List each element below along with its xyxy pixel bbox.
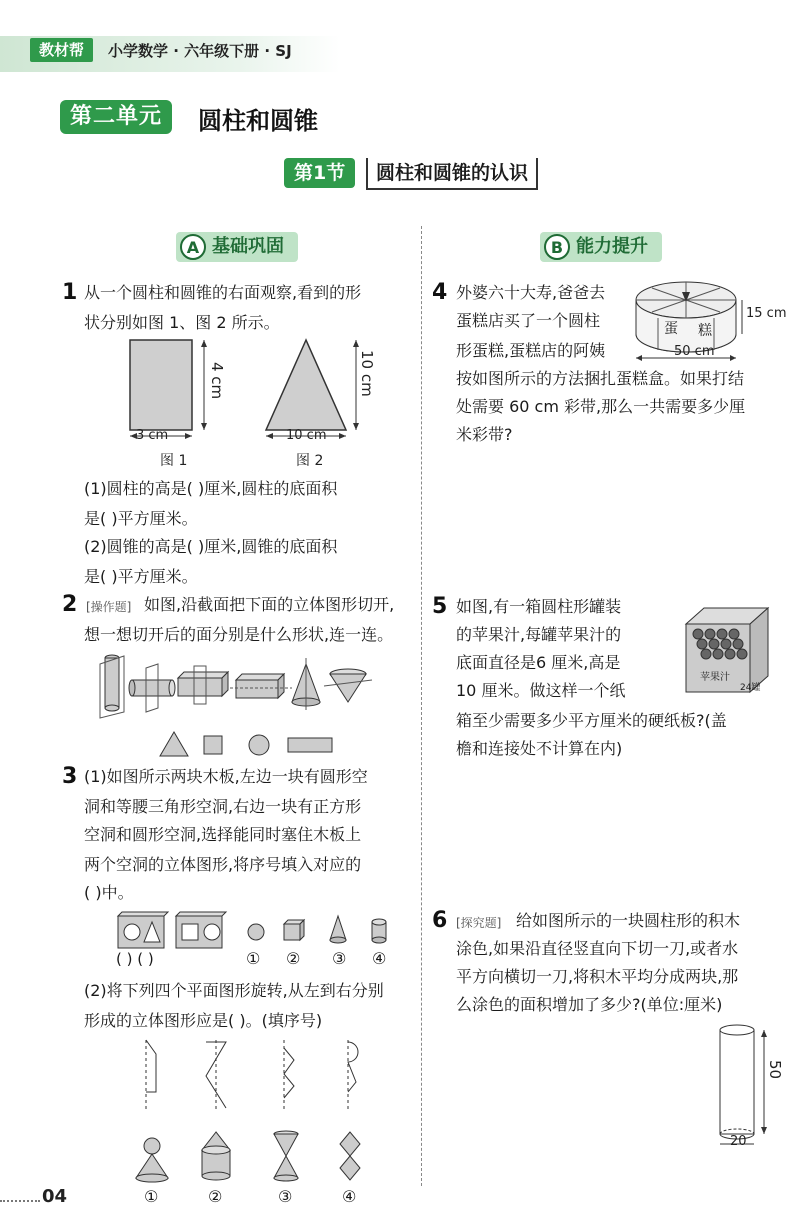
cylinder-height-label: 50 bbox=[766, 1060, 784, 1080]
q3-solid-label-3: ③ bbox=[278, 1187, 293, 1206]
q4-line-3: 形蛋糕,蛋糕店的阿姨 bbox=[456, 341, 606, 360]
rotated-solid-2 bbox=[202, 1132, 230, 1180]
question-number-3: 3 bbox=[62, 764, 78, 789]
unit-badge: 第二单元 bbox=[60, 100, 172, 134]
column-letter-b: B bbox=[544, 234, 570, 260]
question-number-4: 4 bbox=[432, 280, 448, 305]
q6-line-1: 给如图所示的一块圆柱形的积木 bbox=[516, 911, 741, 930]
shape-triangle bbox=[160, 732, 188, 756]
solid-cuboid-cut bbox=[230, 674, 292, 698]
q6-tag: [探究题] bbox=[456, 916, 502, 930]
q6-line-2: 涂色,如果沿直径竖直向下切一刀,或者水 bbox=[456, 939, 739, 958]
q5-line-6: 檐和连接处不计算在内) bbox=[456, 739, 623, 758]
q4-line-1: 外婆六十大寿,爸爸去 bbox=[456, 283, 606, 302]
page-number: 04 bbox=[42, 1186, 68, 1207]
cake-word-1: 蛋 bbox=[664, 321, 678, 337]
plane-figure-2 bbox=[206, 1040, 226, 1112]
q3-option-3: ③ bbox=[332, 949, 347, 968]
shape-circle bbox=[249, 735, 269, 755]
fig2-height-label: 10 cm bbox=[358, 350, 376, 397]
cake-height-label: 15 cm bbox=[746, 306, 787, 321]
q2-tag: [操作题] bbox=[86, 600, 132, 614]
shape-square bbox=[204, 736, 222, 754]
solid-cone-vertical bbox=[292, 658, 320, 710]
solid-vertical-cylinder bbox=[100, 655, 124, 718]
solid-cuboid bbox=[178, 666, 228, 704]
q3-line-2: 洞和等腰三角形空洞,右边一块有正方形 bbox=[84, 797, 362, 816]
q2-line-1: 如图,沿截面把下面的立体图形切开, bbox=[144, 595, 395, 614]
q1-part-2a: (2)圆锥的高是( )厘米,圆锥的底面积 bbox=[84, 537, 338, 556]
q3-option-4: ④ bbox=[372, 949, 387, 968]
q3-rotated-solids bbox=[126, 1130, 386, 1186]
q1-line-2: 状分别如图 1、图 2 所示。 bbox=[84, 313, 280, 332]
fig1-width-label: 3 cm bbox=[136, 428, 169, 443]
footer-dotted-line bbox=[0, 1200, 40, 1202]
q5-line-5: 箱至少需要多少平方厘米的硬纸板?(盖 bbox=[456, 711, 727, 730]
q4-line-2: 蛋糕店买了一个圆柱 bbox=[456, 311, 601, 330]
q5-line-4: 10 厘米。做这样一个纸 bbox=[456, 681, 626, 700]
solid-cone-inverted bbox=[324, 669, 372, 702]
q5-line-1: 如图,有一箱圆柱形罐装 bbox=[456, 597, 622, 616]
section-badge: 第1节 bbox=[284, 158, 355, 188]
cake-word-2: 糕 bbox=[698, 323, 712, 339]
box-count: 24罐 bbox=[740, 683, 761, 693]
fig1-rectangle bbox=[130, 340, 192, 430]
q1-part-1b: 是( )平方厘米。 bbox=[84, 509, 198, 528]
column-letter-a: A bbox=[180, 234, 206, 260]
q3-plane-figures bbox=[126, 1036, 386, 1116]
plane-figure-4 bbox=[348, 1040, 358, 1112]
q3-line-3: 空洞和圆形空洞,选择能同时塞住木板上 bbox=[84, 825, 362, 844]
plane-figure-3 bbox=[284, 1040, 294, 1112]
option-cube bbox=[284, 920, 304, 940]
column-head-b bbox=[540, 232, 662, 262]
fig2-caption: 图 2 bbox=[296, 453, 324, 469]
q2-line-2: 想一想切开后的面分别是什么形状,连一连。 bbox=[84, 625, 394, 644]
option-cylinder bbox=[372, 919, 386, 943]
column-head-a bbox=[176, 232, 298, 262]
q3-solid-label-4: ④ bbox=[342, 1187, 357, 1206]
q3-part2-line-2: 形成的立体图形应是( )。(填序号) bbox=[84, 1011, 323, 1030]
q3-option-1: ① bbox=[246, 949, 261, 968]
cylinder-diameter-label: 20 bbox=[730, 1134, 747, 1149]
cake-diameter-label: 50 cm bbox=[674, 344, 715, 359]
question-number-2: 2 bbox=[62, 592, 78, 617]
book-tag: 教材帮 bbox=[30, 38, 93, 62]
q1-part-2b: 是( )平方厘米。 bbox=[84, 567, 198, 586]
q5-line-3: 底面直径是6 厘米,高是 bbox=[456, 653, 621, 672]
q3-option-2: ② bbox=[286, 949, 301, 968]
fig1-height-label: 4 cm bbox=[208, 362, 226, 400]
fig2-triangle bbox=[266, 340, 346, 430]
q3-blanks: ( ) ( ) bbox=[116, 950, 154, 968]
q1-part-1a: (1)圆柱的高是( )厘米,圆柱的底面积 bbox=[84, 479, 338, 498]
rotated-solid-1 bbox=[136, 1138, 168, 1182]
q3-solid-label-2: ② bbox=[208, 1187, 223, 1206]
column-label-a: 基础巩固 bbox=[212, 236, 284, 257]
q1-line-1: 从一个圆柱和圆锥的右面观察,看到的形 bbox=[84, 283, 362, 302]
q3-line-1: (1)如图所示两块木板,左边一块有圆形空 bbox=[84, 767, 368, 786]
question-number-6: 6 bbox=[432, 908, 448, 933]
solid-horizontal-cylinder bbox=[129, 664, 175, 712]
option-sphere bbox=[248, 924, 264, 940]
q2-solids bbox=[96, 650, 396, 720]
box-label: 苹果汁 bbox=[700, 672, 730, 683]
q6-line-3: 平方向横切一刀,将积木平均分成两块,那 bbox=[456, 967, 739, 986]
q3-part2-line-1: (2)将下列四个平面图形旋转,从左到右分别 bbox=[84, 981, 384, 1000]
board-right bbox=[176, 912, 226, 948]
column-label-b: 能力提升 bbox=[576, 236, 648, 257]
q2-shapes bbox=[156, 730, 336, 760]
q6-cylinder bbox=[706, 1020, 786, 1150]
q3-line-4: 两个空洞的立体图形,将序号填入对应的 bbox=[84, 855, 362, 874]
board-left bbox=[118, 912, 168, 948]
q4-line-6: 米彩带? bbox=[456, 425, 513, 444]
rotated-solid-3 bbox=[274, 1131, 298, 1181]
q5-line-2: 的苹果汁,每罐苹果汁的 bbox=[456, 625, 622, 644]
shape-rectangle bbox=[288, 738, 332, 752]
q6-line-4: 么涂色的面积增加了多少?(单位:厘米) bbox=[456, 995, 723, 1014]
option-cone bbox=[330, 916, 346, 943]
fig1-caption: 图 1 bbox=[160, 453, 188, 469]
unit-title: 圆柱和圆锥 bbox=[198, 107, 318, 135]
q4-line-4: 按如图所示的方法捆扎蛋糕盒。如果打结 bbox=[456, 369, 745, 388]
question-number-1: 1 bbox=[62, 280, 78, 305]
rotated-solid-4 bbox=[340, 1132, 360, 1180]
q3-solid-label-1: ① bbox=[144, 1187, 159, 1206]
column-divider bbox=[421, 226, 422, 1186]
q4-line-5: 处需要 60 cm 彩带,那么一共需要多少厘 bbox=[456, 397, 746, 416]
q3-line-5: ( )中。 bbox=[84, 883, 134, 902]
book-subtitle: 小学数学 · 六年级下册 · SJ bbox=[108, 42, 292, 60]
fig2-width-label: 10 cm bbox=[286, 428, 327, 443]
question-number-5: 5 bbox=[432, 594, 448, 619]
plane-figure-1 bbox=[146, 1040, 156, 1112]
section-title: 圆柱和圆锥的认识 bbox=[366, 158, 538, 190]
